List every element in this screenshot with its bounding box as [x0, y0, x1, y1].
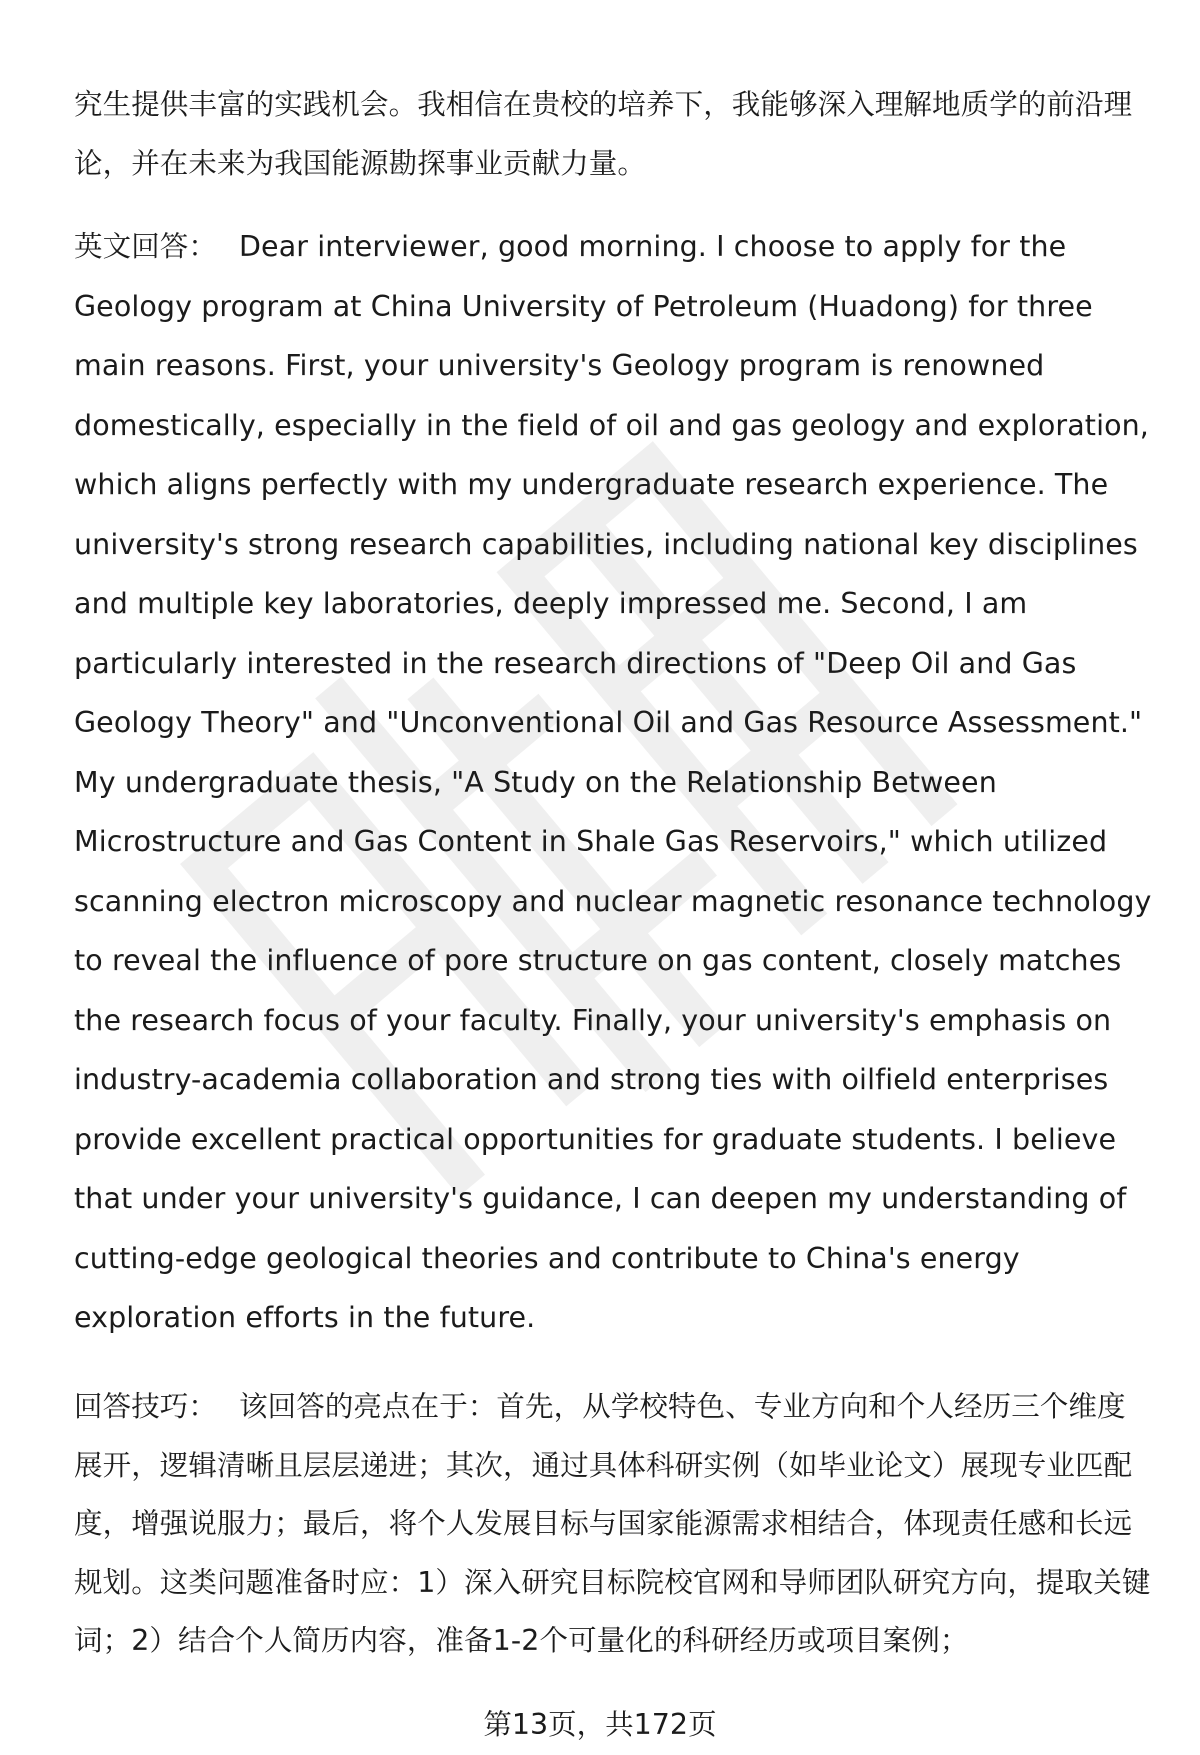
english-answer-text: Dear interviewer, good morning. I choose to apply for the Geology program at China University of Petroleum (Huadong) for three main reasons. First, your university's Geology program is renowned domestically, especially in the field of oil and gas geology and exploration, which aligns perfectly with my undergraduate research experience. The university's strong research capabilities, including national key disciplines and multiple key laboratories, deeply impressed me. Second, I am particularly interested in the research directions of "Deep Oil and Gas Geology Theory" and "Unconventional Oil and Gas Resource Assessment." My undergraduate thesis, "A Study on the Relationship Between Microstructure and Gas Content in Shale Gas Reservoirs," which utilized scanning electron microscopy and nuclear magnetic resonance technology to reveal the influence of pore structure on gas content, closely matches the research focus of your faculty. Finally, your university's emphasis on industry-academia collaboration and strong ties with oilfield enterprises provide excellent practical opportunities for graduate students. I believe that under your university's guidance, I can deepen my understanding of cutting-edge geological theories and contribute to China's energy exploration efforts in the future.: [74, 230, 1152, 1334]
answer-tips-paragraph: [74, 1378, 1154, 1671]
answer-tips-label: 回答技巧：: [74, 1390, 218, 1423]
page-number-footer: 第13页，共172页: [483, 1708, 717, 1741]
english-answer-label: 英文回答：: [74, 230, 218, 263]
intro-paragraph: 究生提供丰富的实践机会。我相信在贵校的培养下，我能够深入理解地质学的前沿理论，并在未来为我国能源勘探事业贡献力量。: [74, 88, 1133, 180]
english-answer-paragraph: [74, 217, 1154, 1348]
answer-tips-text: 该回答的亮点在于：首先，从学校特色、专业方向和个人经历三个维度展开，逻辑清晰且层层递进；其次，通过具体科研实例（如毕业论文）展现专业匹配度，增强说服力；最后，将个人发展目标与国家能源需求相结合，体现责任感和长远规划。这类问题准备时应：1）深入研究目标院校官网和导师团队研究方向，提取关键词；2）结合个人简历内容，准备1-2个可量化的科研经历或项目案例；: [74, 1390, 1151, 1657]
